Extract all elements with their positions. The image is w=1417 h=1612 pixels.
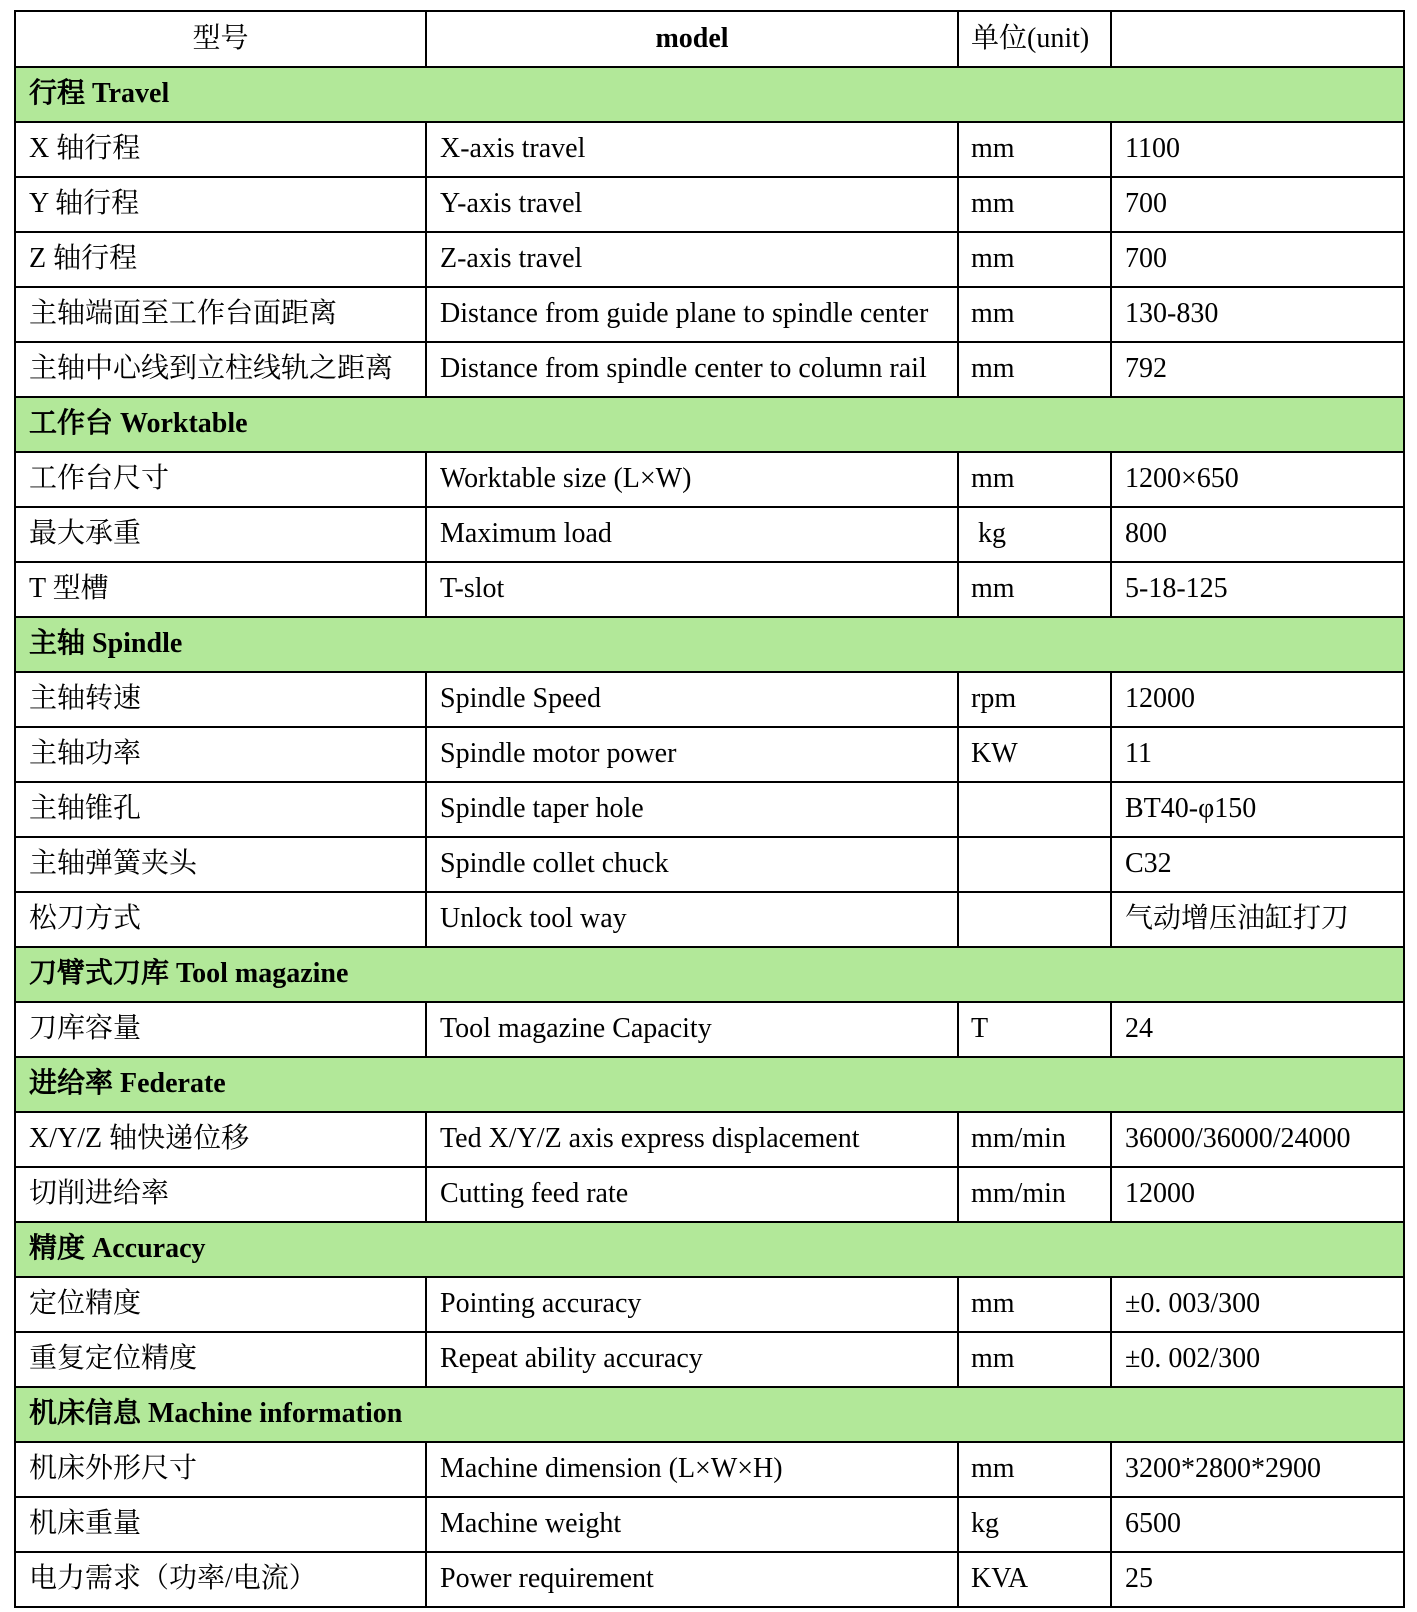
spec-value-cell: 12000 (1111, 1167, 1404, 1222)
spec-name-cn-cell: 主轴锥孔 (15, 782, 426, 837)
spec-name-cn-cell: 工作台尺寸 (15, 452, 426, 507)
table-row (15, 837, 1404, 892)
spec-value-cell: C32 (1111, 837, 1404, 892)
spec-value-cell: 800 (1111, 507, 1404, 562)
spec-value-cell: 3200*2800*2900 (1111, 1442, 1404, 1497)
section-row (15, 947, 1404, 1002)
spec-unit-cell (958, 837, 1111, 892)
spec-unit-cell: mm (958, 562, 1111, 617)
header-unit: 单位(unit) (958, 11, 1111, 67)
spec-value-cell: 11 (1111, 727, 1404, 782)
spec-value-cell: 130-830 (1111, 287, 1404, 342)
spec-unit-cell: mm (958, 452, 1111, 507)
spec-name-en-cell: T-slot (426, 562, 958, 617)
spec-name-cn-cell: T 型槽 (15, 562, 426, 617)
spec-name-en-cell: Distance from spindle center to column rail (426, 342, 958, 397)
table-row (15, 122, 1404, 177)
section-title: 刀臂式刀库 Tool magazine (15, 947, 1404, 1002)
table-row (15, 892, 1404, 947)
spec-unit-cell: KVA (958, 1552, 1111, 1607)
spec-name-en-cell: Z-axis travel (426, 232, 958, 287)
spec-unit-cell: mm/min (958, 1167, 1111, 1222)
spec-value-cell: 12000 (1111, 672, 1404, 727)
spec-unit-cell: mm (958, 1442, 1111, 1497)
table-row (15, 1002, 1404, 1057)
spec-unit-cell (958, 782, 1111, 837)
section-row (15, 1222, 1404, 1277)
machine-spec-table (14, 10, 1405, 1608)
header-model-en: model (426, 11, 958, 67)
section-title: 行程 Travel (15, 67, 1404, 122)
spec-name-en-cell: Maximum load (426, 507, 958, 562)
spec-name-cn-cell: 切削进给率 (15, 1167, 426, 1222)
spec-value-cell: 6500 (1111, 1497, 1404, 1552)
table-row (15, 232, 1404, 287)
header-row (15, 11, 1404, 67)
spec-name-en-cell: Pointing accuracy (426, 1277, 958, 1332)
section-title: 精度 Accuracy (15, 1222, 1404, 1277)
spec-name-cn-cell: 主轴中心线到立柱线轨之距离 (15, 342, 426, 397)
table-row (15, 342, 1404, 397)
spec-value-cell: ±0. 003/300 (1111, 1277, 1404, 1332)
spec-name-en-cell: Worktable size (L×W) (426, 452, 958, 507)
spec-unit-cell: mm (958, 232, 1111, 287)
table-row (15, 1112, 1404, 1167)
spec-name-cn-cell: 主轴功率 (15, 727, 426, 782)
spec-name-en-cell: Y-axis travel (426, 177, 958, 232)
table-row (15, 672, 1404, 727)
section-row (15, 1387, 1404, 1442)
spec-table-body (15, 67, 1404, 1607)
section-row (15, 67, 1404, 122)
spec-name-cn-cell: Z 轴行程 (15, 232, 426, 287)
spec-name-en-cell: Machine dimension (L×W×H) (426, 1442, 958, 1497)
spec-name-cn-cell: 重复定位精度 (15, 1332, 426, 1387)
section-title: 机床信息 Machine information (15, 1387, 1404, 1442)
table-row (15, 562, 1404, 617)
spec-name-en-cell: Machine weight (426, 1497, 958, 1552)
table-row (15, 1167, 1404, 1222)
header-model-cn: 型号 (15, 11, 426, 67)
spec-name-cn-cell: 松刀方式 (15, 892, 426, 947)
spec-name-en-cell: Spindle collet chuck (426, 837, 958, 892)
spec-name-cn-cell: X/Y/Z 轴快递位移 (15, 1112, 426, 1167)
section-row (15, 617, 1404, 672)
table-row (15, 1332, 1404, 1387)
spec-value-cell: 25 (1111, 1552, 1404, 1607)
spec-unit-cell: mm (958, 287, 1111, 342)
spec-name-en-cell: X-axis travel (426, 122, 958, 177)
spec-value-cell: 36000/36000/24000 (1111, 1112, 1404, 1167)
spec-name-cn-cell: X 轴行程 (15, 122, 426, 177)
spec-name-en-cell: Tool magazine Capacity (426, 1002, 958, 1057)
spec-name-en-cell: Cutting feed rate (426, 1167, 958, 1222)
table-row (15, 452, 1404, 507)
spec-value-cell: 5-18-125 (1111, 562, 1404, 617)
spec-value-cell: 气动增压油缸打刀 (1111, 892, 1404, 947)
spec-value-cell: 1100 (1111, 122, 1404, 177)
spec-value-cell: 1200×650 (1111, 452, 1404, 507)
spec-unit-cell: kg (958, 1497, 1111, 1552)
spec-name-cn-cell: 定位精度 (15, 1277, 426, 1332)
spec-name-en-cell: Distance from guide plane to spindle center (426, 287, 958, 342)
section-row (15, 1057, 1404, 1112)
spec-unit-cell: kg (958, 507, 1111, 562)
spec-value-cell: BT40-φ150 (1111, 782, 1404, 837)
table-row (15, 727, 1404, 782)
spec-value-cell: ±0. 002/300 (1111, 1332, 1404, 1387)
section-row (15, 397, 1404, 452)
spec-unit-cell: mm (958, 122, 1111, 177)
spec-name-cn-cell: 机床外形尺寸 (15, 1442, 426, 1497)
spec-unit-cell: rpm (958, 672, 1111, 727)
table-row (15, 507, 1404, 562)
spec-value-cell: 24 (1111, 1002, 1404, 1057)
spec-unit-cell (958, 892, 1111, 947)
section-title: 进给率 Federate (15, 1057, 1404, 1112)
spec-name-cn-cell: 机床重量 (15, 1497, 426, 1552)
spec-name-en-cell: Spindle Speed (426, 672, 958, 727)
table-row (15, 1552, 1404, 1607)
spec-name-cn-cell: 电力需求（功率/电流） (15, 1552, 426, 1607)
header-value (1111, 11, 1404, 67)
spec-name-cn-cell: 最大承重 (15, 507, 426, 562)
section-title: 主轴 Spindle (15, 617, 1404, 672)
spec-name-en-cell: Repeat ability accuracy (426, 1332, 958, 1387)
spec-name-en-cell: Spindle motor power (426, 727, 958, 782)
spec-value-cell: 700 (1111, 177, 1404, 232)
spec-value-cell: 792 (1111, 342, 1404, 397)
spec-unit-cell: KW (958, 727, 1111, 782)
spec-name-en-cell: Unlock tool way (426, 892, 958, 947)
spec-name-cn-cell: 刀库容量 (15, 1002, 426, 1057)
spec-name-cn-cell: Y 轴行程 (15, 177, 426, 232)
spec-unit-cell: mm (958, 1332, 1111, 1387)
table-row (15, 287, 1404, 342)
spec-unit-cell: T (958, 1002, 1111, 1057)
section-title: 工作台 Worktable (15, 397, 1404, 452)
table-row (15, 1497, 1404, 1552)
spec-name-en-cell: Power requirement (426, 1552, 958, 1607)
spec-name-cn-cell: 主轴弹簧夹头 (15, 837, 426, 892)
spec-unit-cell: mm (958, 1277, 1111, 1332)
table-row (15, 1442, 1404, 1497)
spec-unit-cell: mm/min (958, 1112, 1111, 1167)
spec-value-cell: 700 (1111, 232, 1404, 287)
spec-name-en-cell: Ted X/Y/Z axis express displacement (426, 1112, 958, 1167)
table-row (15, 177, 1404, 232)
table-row (15, 1277, 1404, 1332)
spec-name-en-cell: Spindle taper hole (426, 782, 958, 837)
spec-unit-cell: mm (958, 177, 1111, 232)
table-row (15, 782, 1404, 837)
spec-name-cn-cell: 主轴转速 (15, 672, 426, 727)
spec-unit-cell: mm (958, 342, 1111, 397)
spec-name-cn-cell: 主轴端面至工作台面距离 (15, 287, 426, 342)
